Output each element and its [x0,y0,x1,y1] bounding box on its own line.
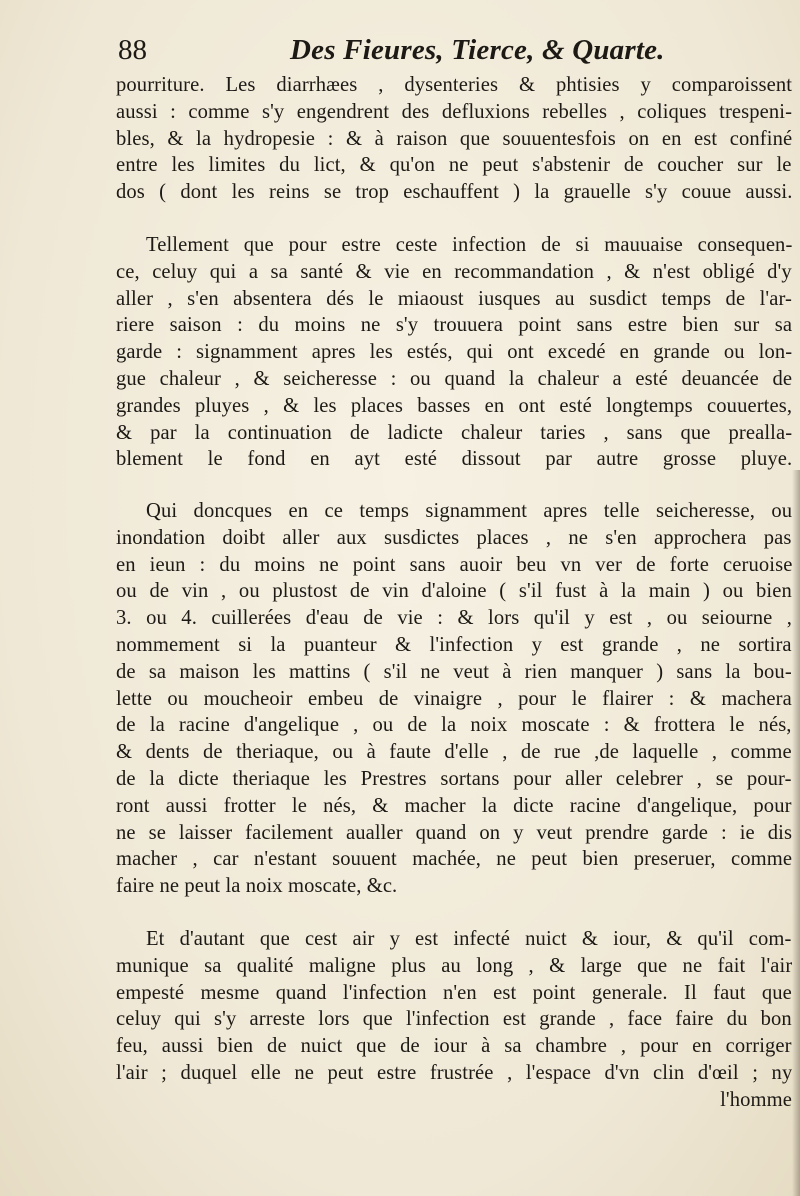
text-line: Et d'autant que cest air y est infecté nuict & iour, & qu'il com- [146,928,792,950]
text-line: macher , car n'estant souuent machée, ne peut bien preseruer, comme [116,848,792,871]
page-header [118,34,794,74]
text-line: riere saison : du moins ne s'y trouuera point sans estre bien sur sa [116,314,792,337]
text-line: gue chaleur , & seicheresse : ou quand la chaleur a esté deuancée de [116,367,792,390]
text-line: de la dicte theriaque les Prestres sortans pour aller celebrer , se pour- [116,767,792,790]
text-line: celuy qui s'y arreste lors que l'infection est grande , face faire du bon [116,1008,792,1031]
text-line: Tellement que pour estre ceste infection de si mauuaise consequen- [146,234,792,256]
text-line: & dents de theriaque, ou à faute d'elle , de rue ,de laquelle , comme [116,741,792,764]
text-line: 3. ou 4. cuillerées d'eau de vie : & lors qu'il y est , ou seiourne , [116,607,792,630]
text-line: lette ou moucheoir embeu de vinaigre , pour le flairer : & machera [116,687,792,710]
text-line: en ieun : du moins ne point sans auoir beu vn ver de forte ceruoise [116,553,792,576]
text-line: aussi : comme s'y engendrent des defluxions rebelles , coliques trespeni- [116,100,792,123]
text-line: bles, & la hydropesie : & à raison que souuentesfois on en est confiné [116,127,792,150]
text-line: & par la continuation de ladicte chaleur taries , sans que prealla- [116,421,792,444]
text-line: aller , s'en absentera dés le miaoust iusques au susdict temps de l'ar- [116,287,792,310]
paragraph-4 [116,926,792,1114]
text-line: ront aussi frotter le nés, & macher la dicte racine d'angelique, pour [116,794,792,817]
text-line: inondation doibt aller aux susdictes places , ne s'en approchera pas [116,526,792,549]
text-line: Qui doncques en ce temps signamment apres telle seicheresse, ou [146,500,792,522]
text-line: pourriture. Les diarrhæes , dysenteries & phtisies y comparoissent [116,74,792,96]
text-line: ce, celuy qui a sa santé & vie en recommandation , & n'est obligé d'y [116,260,792,283]
text-line: de sa maison les mattins ( s'il ne veut à rien manquer ) sans la bou- [116,660,792,683]
paragraph-2 [116,232,792,473]
text-line: nommement si la puanteur & l'infection y est grande , ne sortira [116,633,792,656]
text-line: l'air ; duquel elle ne peut estre frustrée , l'espace d'vn clin d'œil ; ny [116,1061,792,1084]
page-number: 88 [118,34,147,66]
text-line: ou de vin , ou plustost de vin d'aloine ( s'il fust à la main ) ou bien [116,580,792,603]
text-line: garde : signamment apres les estés, qui ont excedé en grande ou lon- [116,341,792,364]
page-edge-shadow [792,470,800,1196]
paragraph-3 [116,498,792,900]
text-line: blement le fond en ayt esté dissout par autre grosse pluye. [116,448,792,471]
text-line: empesté mesme quand l'infection n'en est point generale. Il faut que [116,981,792,1004]
text-line: entre les limites du lict, & qu'on ne peut s'abstenir de coucher sur le [116,154,792,177]
text-line: feu, aussi bien de nuict que de iour à sa chambre , pour en corriger [116,1035,792,1058]
text-line: dos ( dont les reins se trop eschauffent ) la grauelle s'y couue aussi. [116,181,792,204]
paragraph-1 [116,72,792,206]
text-line: ne se laisser facilement aualler quand on y veut prendre garde : ie dis [116,821,792,844]
text-line: faire ne peut la noix moscate, &c. [116,875,398,898]
text-line: de la racine d'angelique , ou de la noix moscate : & frottera le nés, [116,714,792,737]
running-title: Des Fieures, Tierce, & Quarte. [290,34,665,66]
text-line: munique sa qualité maligne plus au long , & large que ne fait l'air [116,954,792,977]
text-line: grandes pluyes , & les places basses en ont esté longtemps couuertes, [116,394,792,417]
catchword: l'homme [720,1088,792,1111]
